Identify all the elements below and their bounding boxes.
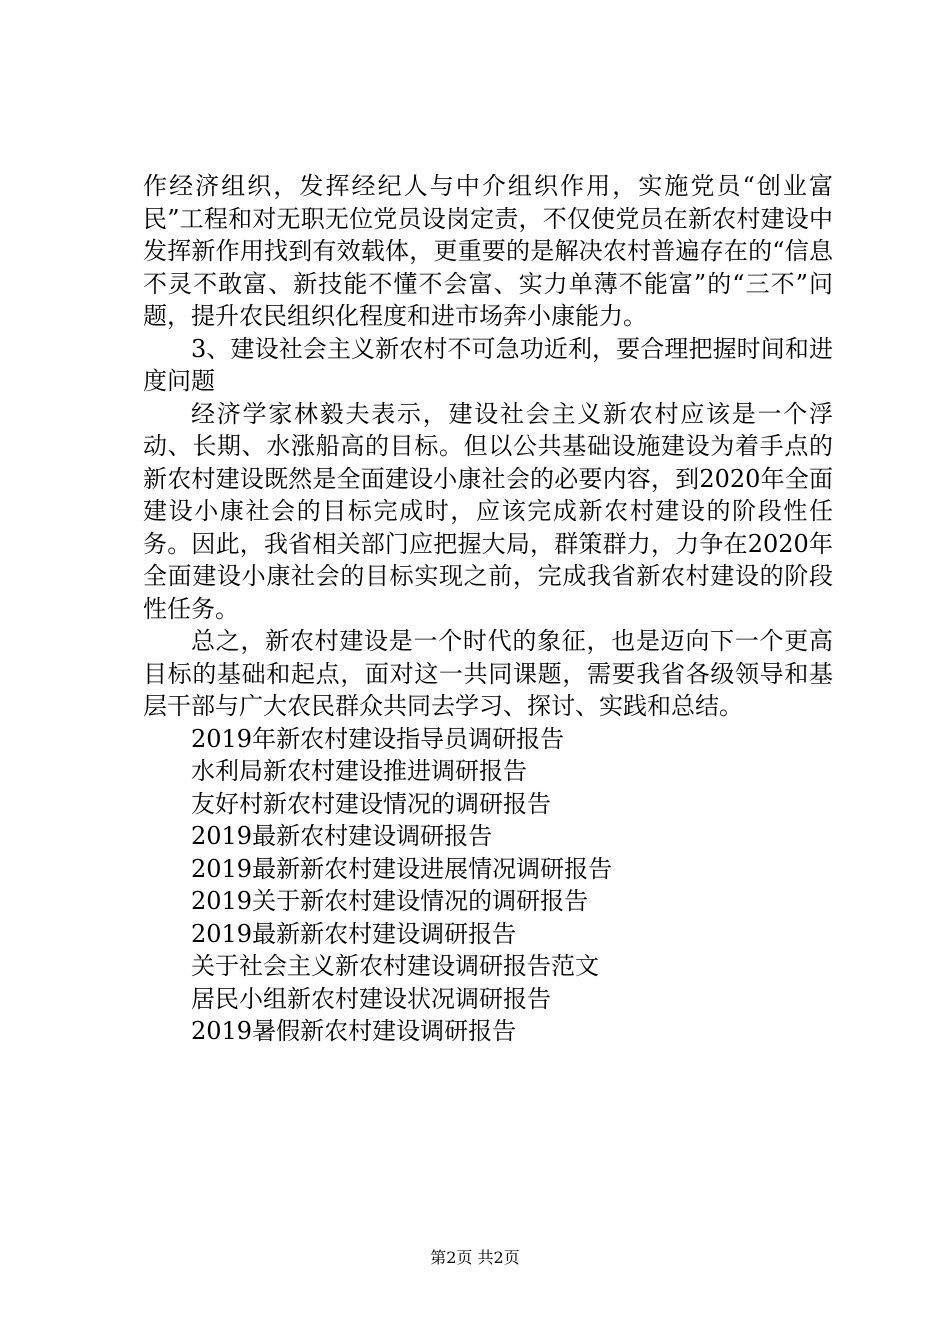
list-item[interactable]: 水利局新农村建设推进调研报告 [191,757,527,785]
list-item[interactable]: 2019最新新农村建设进展情况调研报告 [191,854,613,883]
document-body [143,170,833,1048]
related-reports-list [143,723,833,1048]
list-item[interactable]: 2019最新农村建设调研报告 [191,822,493,850]
list-item[interactable]: 2019暑假新农村建设调研报告 [191,1017,517,1045]
paragraph-conclusion: 总之，新农村建设是一个时代的象征，也是迈向下一个更高目标的基础和起点，面对这一共同课题，需要我省各级领导和基层干部与广大农民群众共同去学习、探讨、实践和总结。 [143,627,833,720]
list-item[interactable]: 关于社会主义新农村建设调研报告范文 [191,952,599,980]
paragraph-continuation: 作经济组织，发挥经纪人与中介组织作用，实施党员“创业富民”工程和对无职无位党员设岗定责，不仅使党员在新农村建设中发挥新作用找到有效载体，更重要的是解决农村普遍存在的“信息不灵不敢富、新技能不懂不会富、实力单薄不能富”的“三不”问题，提升农民组织化程度和进市场奔小康能力。 [143,172,833,330]
list-item[interactable]: 2019最新新农村建设调研报告 [191,919,517,948]
list-item[interactable]: 友好村新农村建设情况的调研报告 [191,789,551,818]
page-footer: 第2页 共2页 [430,1248,520,1267]
list-item[interactable]: 居民小组新农村建设状况调研报告 [191,984,551,1013]
list-item[interactable]: 2019年新农村建设指导员调研报告 [191,724,565,753]
section-heading: 3、建设社会主义新农村不可急功近利，要合理把握时间和进度问题 [143,334,833,395]
paragraph-economist: 经济学家林毅夫表示，建设社会主义新农村应该是一个浮动、长期、水涨船高的目标。但以公共基础设施建设为着手点的新农村建设既然是全面建设小康社会的必要内容，到2020年全面建设小康社会的目标完成时，应该完成新农村建设的阶段性任务。因此，我省相关部门应把握大局，群策群力，力争在2020年全面建设小康社会的目标实现之前，完成我省新农村建设的阶段性任务。 [143,399,833,623]
list-item[interactable]: 2019关于新农村建设情况的调研报告 [191,887,589,915]
